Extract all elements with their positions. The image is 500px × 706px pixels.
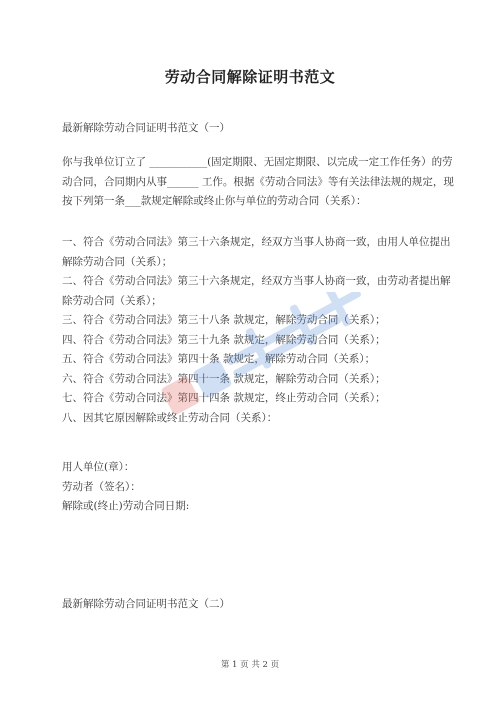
section-heading-2: 最新解除劳动合同证明书范文（二） — [62, 598, 230, 610]
clause-line: 一、符合《劳动合同法》第三十六条规定，经双方当事人协商一致，由用人单位提出 — [62, 236, 451, 248]
clause-line: 五、符合《劳动合同法》第四十条 款规定，解除劳动合同（关系）； — [62, 353, 376, 365]
intro-paragraph — [62, 153, 454, 212]
employee-signature-label: 劳动者（签名）： — [62, 480, 141, 493]
intro-line: 你与我单位订立了 ___________(固定期限、无固定期限、以完成一定工作任务）的劳 — [62, 156, 453, 168]
clause-list — [62, 233, 452, 428]
clause-line: 二、符合《劳动合同法》第三十六条规定，经双方当事人协商一致，由劳动者提出解 — [62, 275, 451, 287]
clause-line: 解除劳动合同（关系）； — [62, 255, 173, 268]
signature-block — [62, 458, 189, 517]
clause-line: 四、符合《劳动合同法》第三十九条 款规定，解除劳动合同（关系）； — [62, 333, 386, 346]
intro-line: 动合同，合同期内从事______ 工作。根据《劳动合同法》等有关法律法规的规定，现 — [62, 175, 454, 188]
employer-seal-label: 用人单位(章）： — [62, 461, 135, 473]
clause-line: 三、符合《劳动合同法》第三十八条 款规定，解除劳动合同（关系）； — [62, 314, 386, 326]
section-heading-1: 最新解除劳动合同证明书范文（一） — [62, 122, 230, 134]
page-number-footer: 第 1 页 共 2 页 — [220, 660, 280, 670]
clause-line: 除劳动合同（关系）； — [62, 294, 162, 307]
document-title: 劳动合同解除证明书范文 — [164, 68, 336, 86]
clause-line: 六、符合《劳动合同法》第四十一条 款规定，解除劳动合同（关系）； — [62, 372, 386, 385]
clause-line: 七、符合《劳动合同法》第四十四条 款规定，终止劳动合同（关系）； — [62, 392, 386, 404]
intro-line: 按下列第一条___款规定解除或终止你与单位的劳动合同（关系）： — [62, 195, 367, 207]
clause-line: 八、因其它原因解除或终止劳动合同（关系）： — [62, 411, 278, 424]
termination-date-label: 解除或(终止)劳动合同日期: — [62, 500, 190, 512]
